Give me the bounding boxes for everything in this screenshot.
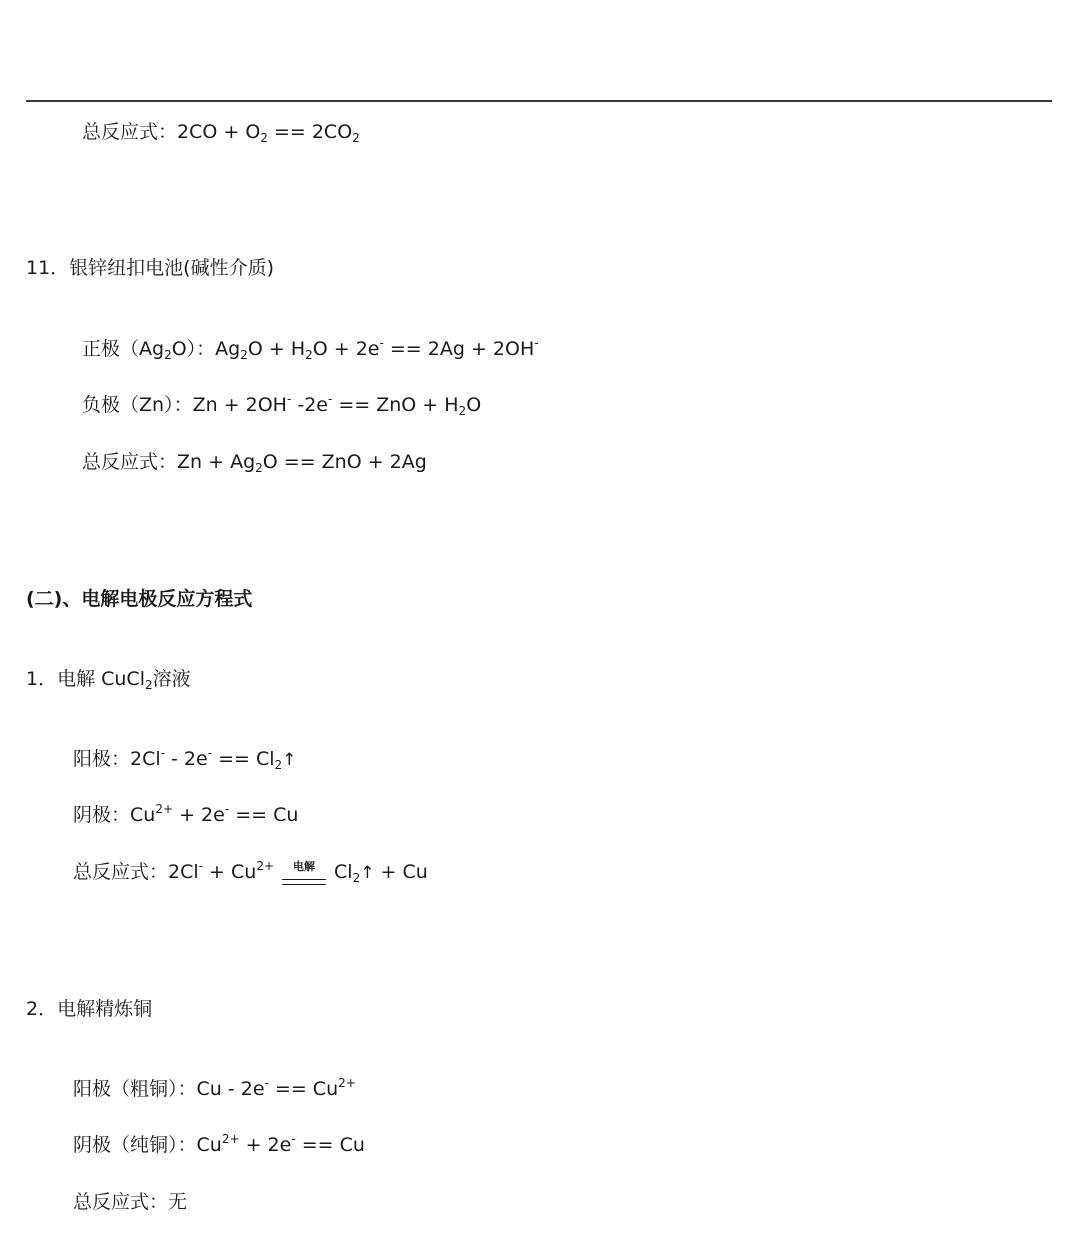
gas-arrow-up-icon: ↑	[360, 863, 375, 883]
item-1-title: 1．电解 CuCl$_2$溶液	[26, 668, 191, 692]
item-11-title: 11．银锌纽扣电池(碱性介质)	[26, 257, 275, 279]
refining-cathode: 阴极（纯铜）：$Cu^{2+} + 2e^- == Cu$	[73, 1132, 365, 1156]
section-heading-electrolysis: (二)、电解电极反应方程式	[26, 588, 253, 610]
cucl2-cathode: 阴极：$Cu^{2+} + 2e^- == Cu$	[73, 802, 299, 826]
equation-label: 总反应式：	[82, 121, 178, 143]
item-2-title: 2．电解精炼铜	[26, 998, 153, 1020]
gas-arrow-up-icon: ↑	[282, 750, 297, 770]
co-total-reaction: 总反应式：$2CO + O_2 == 2CO_2$	[82, 121, 360, 145]
horizontal-divider	[26, 100, 1052, 102]
silver-zinc-positive-electrode: 正极$(Ag_2O)$：$Ag_2O + H_2O + 2e^- == 2Ag + 2OH^-$	[82, 336, 539, 362]
cucl2-total-reaction: 总反应式：$2Cl^- + Cu^{2+}$ 电解 $Cl_2↑ + Cu$	[73, 859, 428, 885]
refining-total-reaction: 总反应式：无	[73, 1191, 188, 1213]
silver-zinc-negative-electrode: 负极（Zn）：Zn + 2OH- -2e- == ZnO + $H_2O$	[82, 392, 482, 418]
refining-anode: 阳极（粗铜）：$Cu - 2e^- == Cu^{2+}$	[73, 1076, 356, 1100]
silver-zinc-total-reaction: 总反应式：$Zn + Ag_2O$ == ZnO + 2Ag	[82, 451, 427, 475]
cucl2-anode: 阳极：$2Cl^- - 2e^- == Cl_2↑$	[73, 746, 297, 772]
double-line-equals-icon	[282, 879, 326, 885]
electrolysis-condition-sign: 电解	[282, 869, 326, 881]
